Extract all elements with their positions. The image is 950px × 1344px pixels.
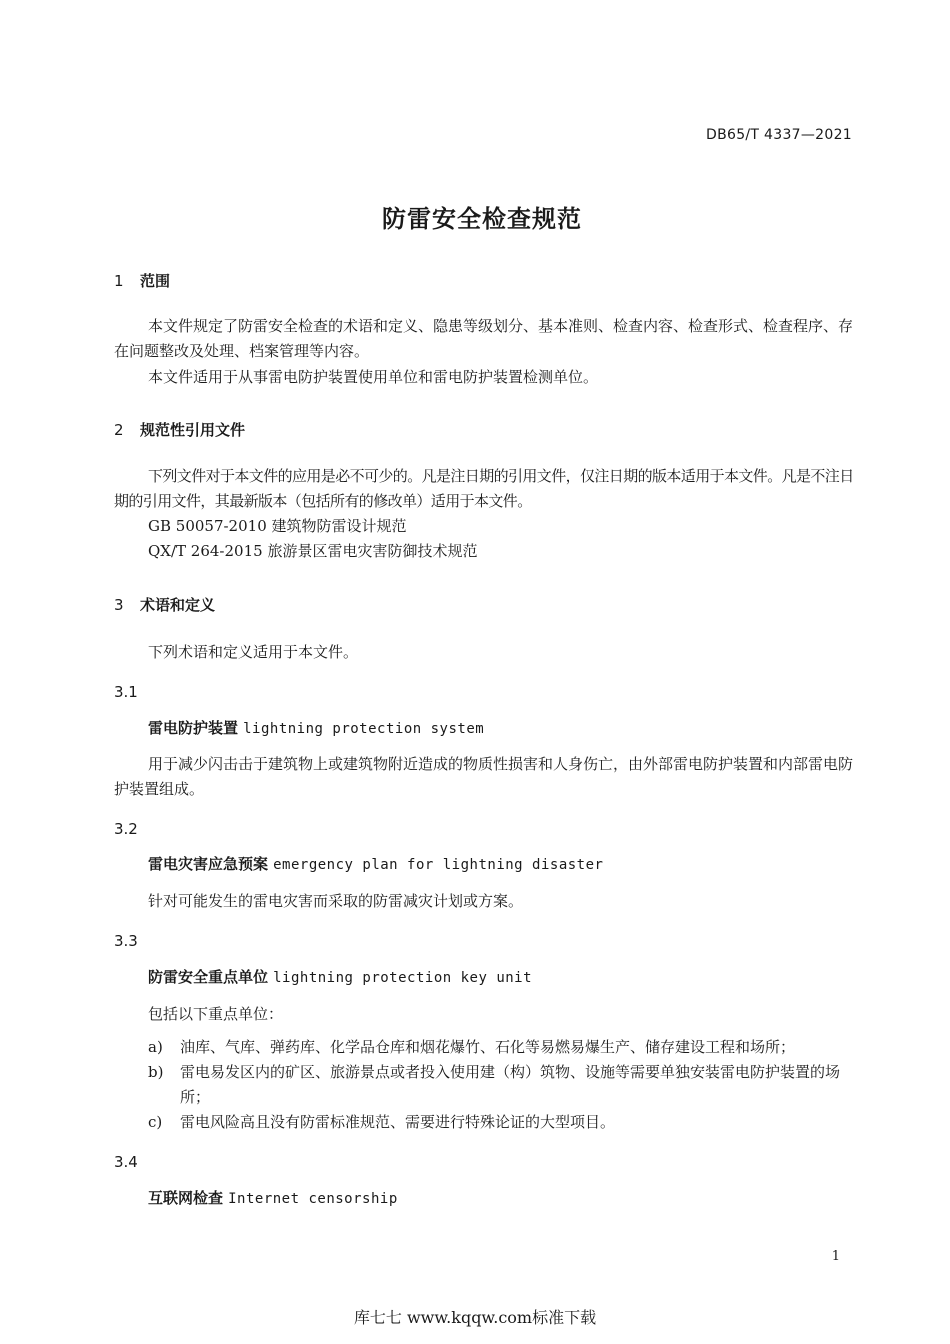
term-definition: 针对可能发生的雷电灾害而采取的防雷减灾计划或方案。 (148, 892, 524, 910)
term-number: 3.3 (114, 932, 138, 950)
term-number: 3.2 (114, 820, 138, 838)
section-heading-2: 2 规范性引用文件 (114, 421, 246, 439)
section-2-paragraph-1: 下列文件对于本文件的应用是必不可少的。凡是注日期的引用文件，仅注日期的版本适用于本文件。凡是不注日期的引用文件，其最新版本（包括所有的修改单）适用于本文件。 (114, 467, 854, 510)
section-1-paragraph-1: 本文件规定了防雷安全检查的术语和定义、隐患等级划分、基本准则、检查内容、检查形式、检查程序、存在问题整改及处理、档案管理等内容。 (114, 317, 854, 360)
section-3-intro: 下列术语和定义适用于本文件。 (148, 643, 359, 661)
footer-watermark: 库七七 www.kqqw.com标准下载 (353, 1308, 597, 1327)
list-item: b) 雷电易发区内的矿区、旅游景点或者投入使用建（构）筑物、设施等需要单独安装雷电防护装置的场所； (148, 1063, 841, 1106)
section-1-paragraph-2: 本文件适用于从事雷电防护装置使用单位和雷电防护装置检测单位。 (148, 368, 599, 386)
list-item: a) 油库、气库、弹药库、化学品仓库和烟花爆竹、石化等易燃易爆生产、储存建设工程和场所； (148, 1038, 796, 1056)
term-definition: 用于减少闪击击于建筑物上或建筑物附近造成的物质性损害和人身伤亡，由外部雷电防护装置和内部雷电防护装置组成。 (114, 755, 854, 798)
section-heading-3: 3 术语和定义 (114, 596, 216, 614)
term-title: 互联网检查 Internet censorship (148, 1189, 398, 1207)
section-heading-1: 1 范围 (114, 272, 171, 290)
term-title: 雷电防护装置 lightning protection system (148, 719, 485, 737)
list-item: c) 雷电风险高且没有防雷标准规范、需要进行特殊论证的大型项目。 (148, 1113, 616, 1131)
document-number: DB65/T 4337—2021 (706, 127, 852, 143)
page-number: 1 (831, 1249, 840, 1264)
document-title: 防雷安全检查规范 (382, 204, 582, 233)
term-title: 雷电灾害应急预案 emergency plan for lightning disaster (148, 855, 604, 873)
term-definition: 包括以下重点单位： (148, 1005, 284, 1023)
term-number: 3.1 (114, 683, 138, 701)
term-title: 防雷安全重点单位 lightning protection key unit (148, 968, 533, 986)
reference-item: GB 50057-2010 建筑物防雷设计规范 (148, 517, 407, 535)
reference-item: QX/T 264-2015 旅游景区雷电灾害防御技术规范 (148, 542, 478, 560)
term-number: 3.4 (114, 1153, 138, 1171)
